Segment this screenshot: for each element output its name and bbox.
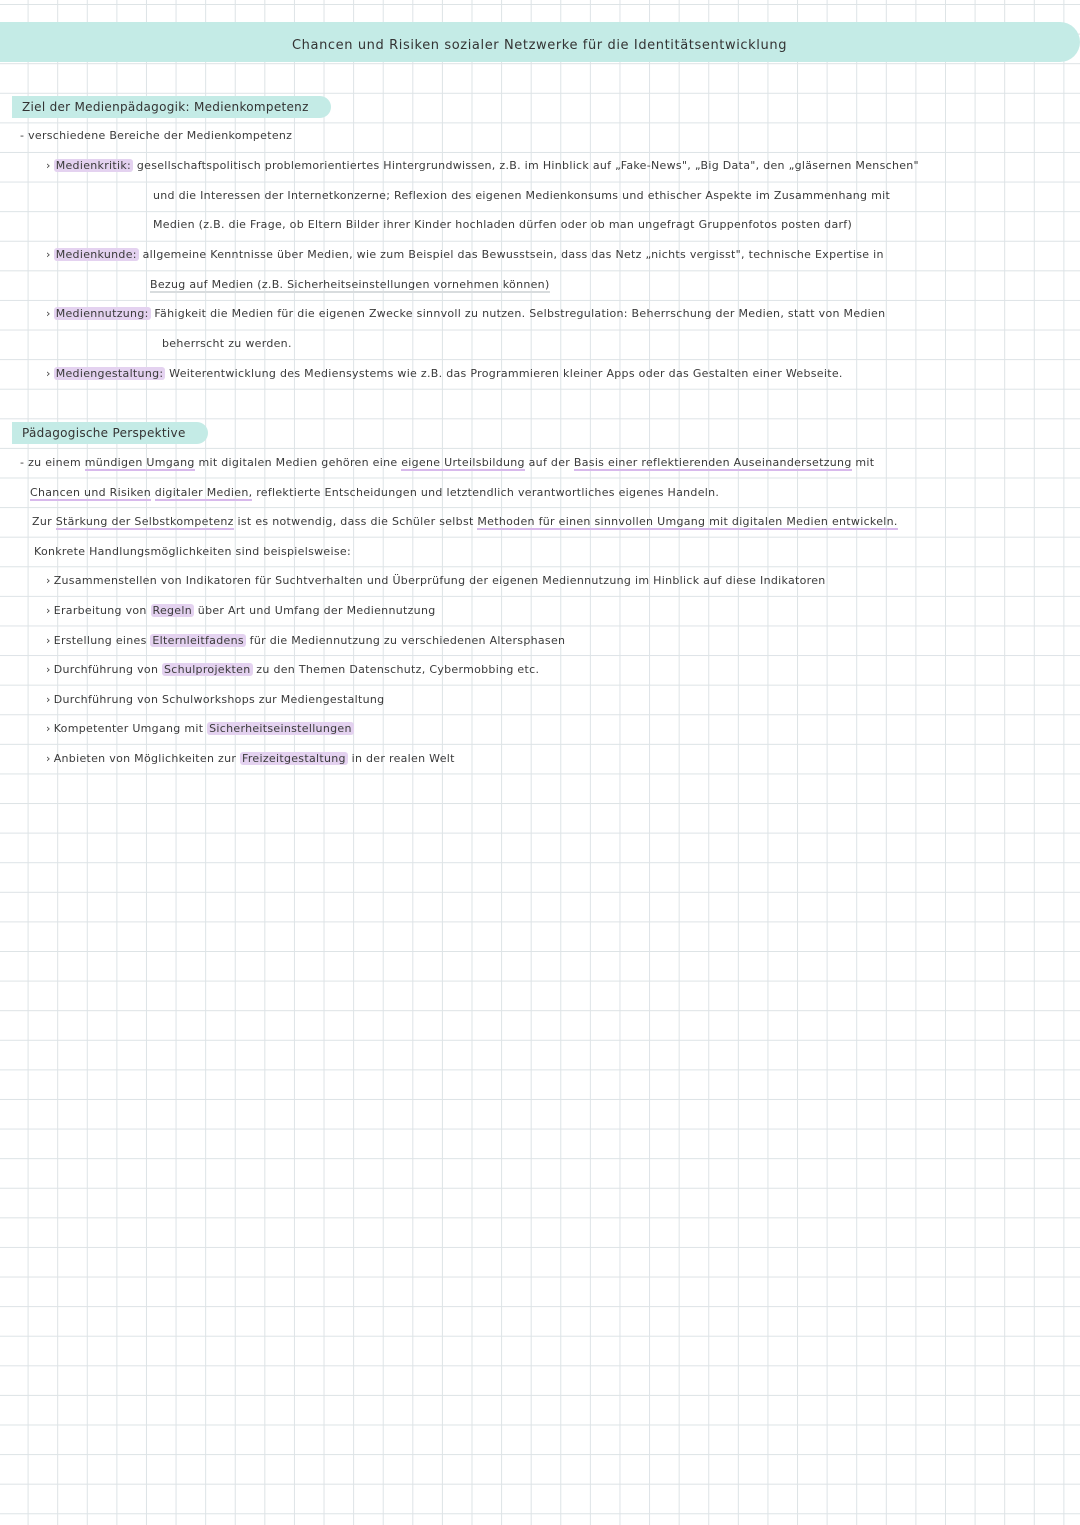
bullet-icon: › [46,693,51,706]
option-item-5 [46,693,384,706]
bullet-icon: › [46,307,51,320]
mediennutzung-term: Mediennutzung: [55,307,149,320]
medienkunde-line-1 [46,248,884,261]
bullet-icon: › [46,634,51,647]
medienkritik-text-1: gesellschaftspolitisch problemorientiertes Hintergrundwissen, z.B. im Hinblick auf „Fake-News", „Big Data", den „gläsernen Menschen" [136,159,919,172]
option-item-1 [46,574,826,587]
mediennutzung-text-1: Fähigkeit die Medien für die eigenen Zwecke sinnvoll zu nutzen. Selbstregulation: Beherrschung der Medien, statt von Medien [154,307,886,320]
text-span: mit digitalen Medien gehören eine [198,456,398,469]
text-span: in der realen Welt [351,752,455,765]
bullet-icon: › [46,663,51,676]
bullet-icon: › [46,159,51,172]
text-span: ist es notwendig, dass die Schüler selbst [237,515,474,528]
section-heading-medienkompetenz: Ziel der Medienpädagogik: Medienkompetenz [12,96,331,118]
text-span: Durchführung von Schulworkshops zur Mediengestaltung [53,693,385,706]
bullet-icon: › [46,574,51,587]
mediengestaltung-term: Mediengestaltung: [55,367,164,380]
perspective-paragraph-1 [20,456,874,469]
medienkritik-line-2: und die Interessen der Internetkonzerne; Reflexion des eigenen Medienkonsums und ethischer Aspekte im Zusammenhang mit [153,189,891,202]
text-span: auf der [528,456,571,469]
option-item-4 [46,663,539,676]
key-term: Chancen und Risiken [30,486,151,499]
bullet-icon: › [46,367,51,380]
mediengestaltung-text-1: Weiterentwicklung des Mediensystems wie z.B. das Programmieren kleiner Apps oder das Gestalten einer Webseite. [169,367,843,380]
key-term: Methoden für einen sinnvollen Umgang mit digitalen Medien entwickeln. [477,515,898,528]
medienkritik-term: Medienkritik: [55,159,132,172]
text-span: Zur [32,515,52,528]
medienkunde-term: Medienkunde: [55,248,137,261]
key-term: Regeln [152,604,192,617]
medienkunde-text-2: Bezug auf Medien (z.B. Sicherheitseinstellungen vornehmen können) [150,278,550,291]
key-term: Stärkung der Selbstkompetenz [55,515,234,528]
medienkritik-line-3: Medien (z.B. die Frage, ob Eltern Bilder ihrer Kinder hochladen dürfen oder ob man ungefragt Gruppenfotos posten darf) [153,218,853,231]
key-term: Elternleitfadens [152,634,244,647]
key-term: eigene Urteilsbildung [401,456,525,469]
key-term: Sicherheitseinstellungen [209,722,352,735]
key-term: Freizeitgestaltung [242,752,346,765]
bullet-icon: › [46,722,51,735]
perspective-paragraph-4: Konkrete Handlungsmöglichkeiten sind beispielsweise: [34,545,351,558]
bullet-icon: › [46,248,51,261]
medienkunde-text-1: allgemeine Kenntnisse über Medien, wie zum Beispiel das Bewusstsein, dass das Netz „nichts vergisst", technische Expertise in [142,248,884,261]
text-span: Erarbeitung von [53,604,147,617]
section-heading-paedagogische-perspektive: Pädagogische Perspektive [12,422,208,444]
text-span: Kompetenter Umgang mit [53,722,204,735]
text-span: Erstellung eines [53,634,147,647]
text-span: für die Mediennutzung zu verschiedenen Altersphasen [249,634,566,647]
page-title: Chancen und Risiken sozialer Netzwerke für die Identitätsentwicklung [292,38,788,53]
bullet-icon: › [46,752,51,765]
perspective-paragraph-3 [32,515,898,528]
text-span: zu den Themen Datenschutz, Cybermobbing etc. [256,663,540,676]
bullet-icon: › [46,604,51,617]
key-term: digitaler Medien, [154,486,253,499]
text-span: Anbieten von Möglichkeiten zur [53,752,237,765]
option-item-2 [46,604,436,617]
mediengestaltung-line-1 [46,367,843,380]
mediennutzung-line-1 [46,307,885,320]
text-span: Durchführung von [53,663,159,676]
perspective-paragraph-2 [30,486,719,499]
mediennutzung-line-2: beherrscht zu werden. [162,337,292,350]
key-term: mündigen Umgang [84,456,195,469]
text-span: - zu einem [20,456,81,469]
text-span: reflektierte Entscheidungen und letztendlich verantwortliches eigenes Handeln. [256,486,720,499]
option-item-3 [46,634,565,647]
key-term: Schulprojekten [164,663,251,676]
text-span: mit [855,456,875,469]
medienkunde-line-2 [150,278,550,291]
section1-intro: - verschiedene Bereiche der Medienkompetenz [20,129,293,142]
key-term: Basis einer reflektierenden Auseinandersetzung [573,456,852,469]
option-item-7 [46,752,455,765]
text-span: Zusammenstellen von Indikatoren für Suchtverhalten und Überprüfung der eigenen Mediennutzung im Hinblick auf diese Indikatoren [53,574,826,587]
text-span: über Art und Umfang der Mediennutzung [197,604,436,617]
medienkritik-line-1 [46,159,919,172]
option-item-6 [46,722,354,735]
